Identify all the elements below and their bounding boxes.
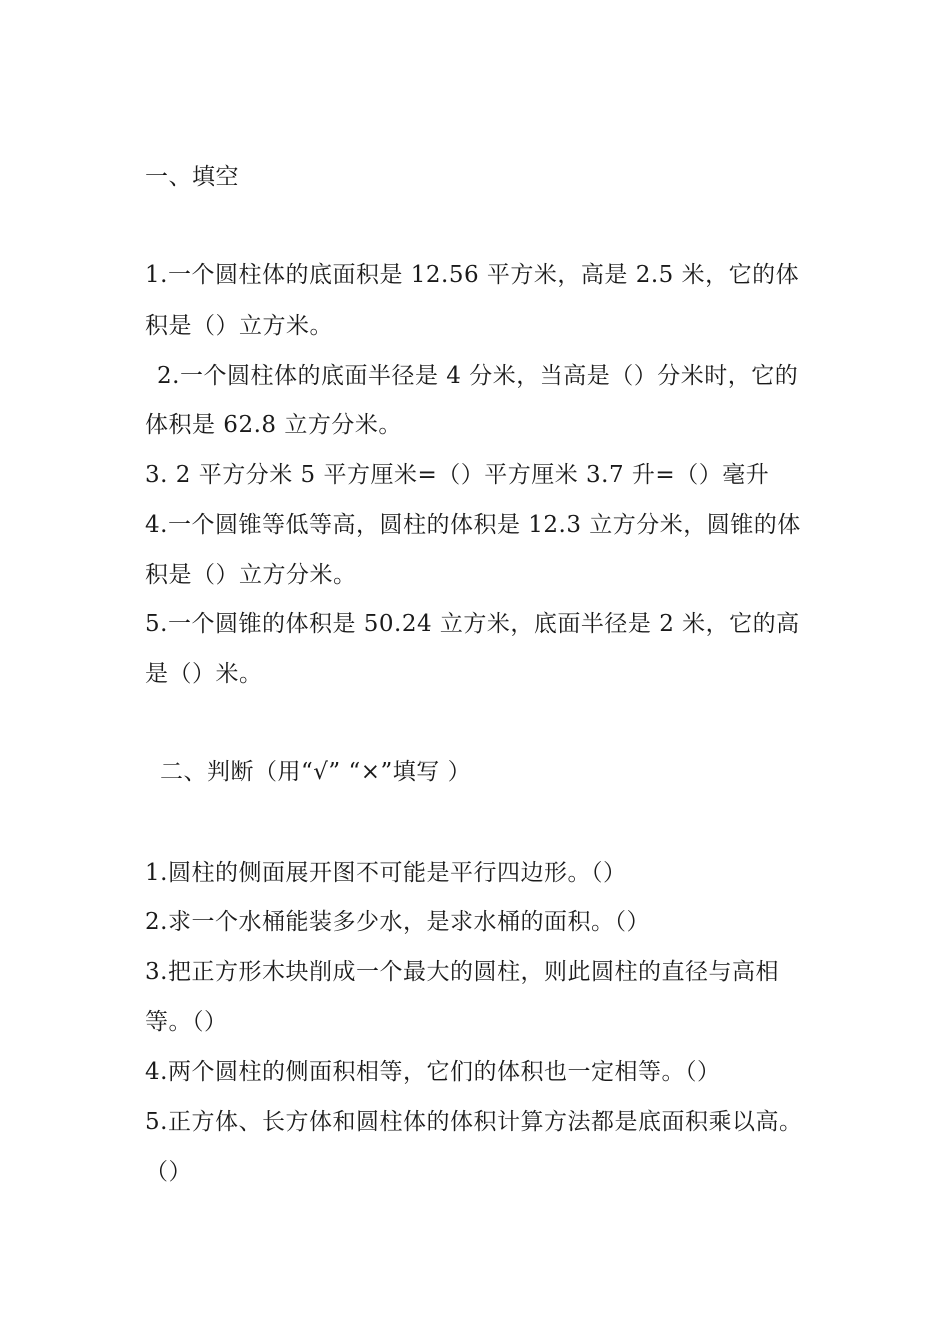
question-line: 5.正方体、长方体和圆柱体的体积计算方法都是底面积乘以高。 [145,1109,803,1135]
question-line: 3.把正方形木块削成一个最大的圆柱，则此圆柱的直径与高相 [145,959,779,985]
question-line: 1.圆柱的侧面展开图不可能是平行四边形。（） [145,860,627,886]
question-line: 3. 2 平方分米 5 平方厘米=（）平方厘米 3.7 升=（）毫升 [145,462,770,488]
question-line: 等。（） [145,1009,228,1035]
question-line: 4.一个圆锥等低等高，圆柱的体积是 12.3 立方分米，圆锥的体 [145,512,801,538]
question-line: 1.一个圆柱体的底面积是 12.56 平方米，高是 2.5 米，它的体 [145,262,800,288]
question-line: 是（）米。 [145,661,263,687]
question-line: 体积是 62.8 立方分米。 [145,412,402,438]
question-line: 积是（）立方分米。 [145,562,357,588]
question-line: 4.两个圆柱的侧面积相等，它们的体积也一定相等。（） [145,1059,721,1085]
question-line: 2.一个圆柱体的底面半径是 4 分米，当高是（）分米时，它的 [157,363,799,389]
question-line: （） [145,1159,192,1185]
question-line: 5.一个圆锥的体积是 50.24 立方米，底面半径是 2 米，它的高 [145,611,800,637]
section-heading-fill-blank: 一、填空 [145,164,239,190]
section-heading-true-false: 二、判断（用“√” “×”填写 ） [160,759,472,785]
question-line: 积是（）立方米。 [145,313,333,339]
question-line: 2.求一个水桶能装多少水，是求水桶的面积。（） [145,909,650,935]
